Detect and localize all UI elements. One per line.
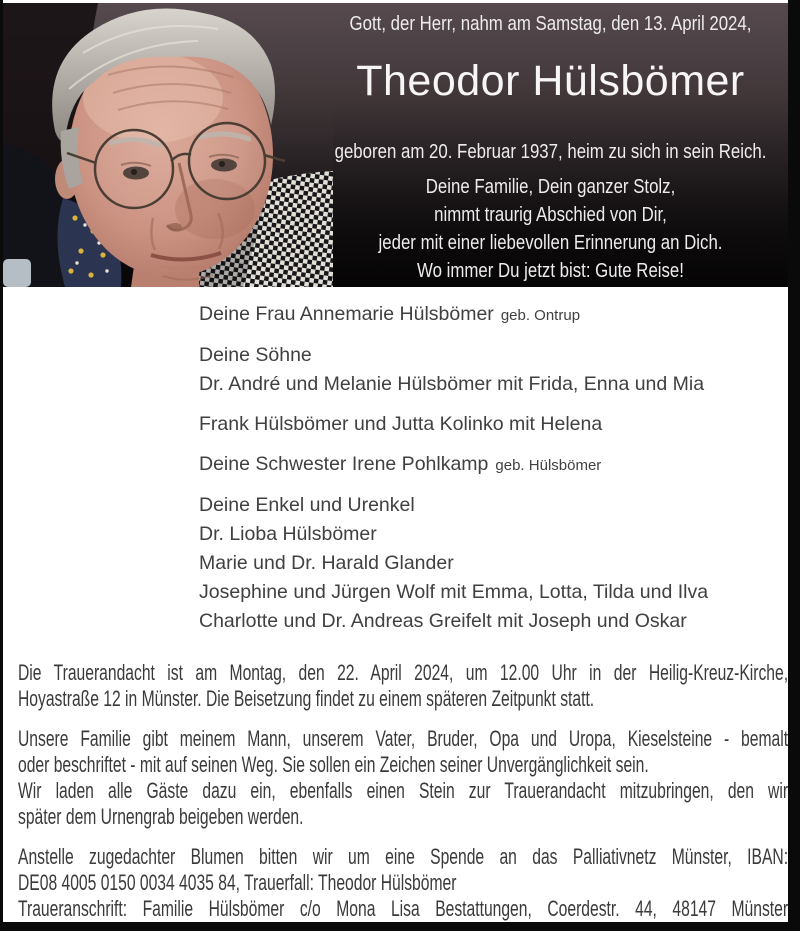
service-line: Die Trauerandacht ist am Montag, den 22. April 2024, um 12.00 Uhr in der Heilig-Kreuz-Kirche, [18, 660, 789, 685]
mourner-name: Dr. André und Melanie Hülsbömer mit Frida, Enna und Mia [199, 373, 705, 395]
photo-header-block [3, 3, 788, 287]
mourner-group [199, 341, 708, 399]
tribute-line: Deine Familie, Dein ganzer Stolz, [425, 176, 676, 198]
stones-line: Unsere Familie gibt meinem Mann, unserem Vater, Bruder, Opa und Uropa, Kieselsteine - bemalt [18, 726, 789, 751]
tribute-line: Wo immer Du jetzt bist: Gute Reise! [417, 260, 684, 282]
mourner-name: Deine Söhne [199, 344, 312, 366]
header-text-area [313, 3, 788, 285]
mourner-line [199, 578, 708, 607]
donation-paragraph [18, 844, 788, 922]
mourner-line [199, 491, 708, 520]
stones-line: Wir laden alle Gäste dazu ein, ebenfalls einen Stein zur Trauerandacht mitzubringen, den wir [18, 778, 789, 803]
birth-date-line: geboren am 20. Februar 1937, heim zu sich in sein Reich. [334, 141, 767, 163]
mourner-line [199, 607, 708, 636]
mourner-name: Dr. Lioba Hülsbömer [199, 523, 377, 545]
service-line: Hoyastraße 12 in Münster. Die Beisetzung findet zu einem späteren Zeitpunkt statt. [18, 686, 595, 711]
donation-line: DE08 4005 0150 0034 4035 84, Trauerfall: Theodor Hülsbömer [18, 870, 457, 895]
mourner-line [199, 370, 708, 399]
portrait-photo [3, 3, 333, 287]
mourner-group [199, 491, 708, 636]
maiden-name: geb. Hülsbömer [495, 457, 602, 474]
mourner-name: Charlotte und Dr. Andreas Greifelt mit Joseph und Oskar [199, 610, 687, 632]
mourner-name: Frank Hülsbömer und Jutta Kolinko mit Helena [199, 413, 603, 435]
mourner-group [199, 300, 708, 330]
mourner-line [199, 520, 708, 549]
stones-paragraph [18, 726, 788, 830]
tribute-line: jeder mit einer liebevollen Erinnerung an Dich. [378, 232, 723, 254]
mourner-group [199, 450, 708, 480]
mourner-line [199, 341, 708, 370]
mourner-line [199, 450, 708, 480]
donation-line: Anstelle zugedachter Blumen bitten wir um eine Spende an das Palliativnetz Münster, IBAN: [18, 844, 789, 869]
stones-line: oder beschriftet - mit auf seinen Weg. Sie sollen ein Zeichen seiner Unvergänglichkeit sein. [18, 752, 649, 777]
mourner-name: Deine Enkel und Urenkel [199, 494, 415, 516]
mourner-name: Deine Schwester Irene Pohlkamp [199, 453, 489, 475]
donation-line: Traueranschrift: Familie Hülsbömer c/o Mona Lisa Bestattungen, Coerdestr. 44, 48147 Münster [18, 896, 789, 921]
mourner-line [199, 300, 708, 330]
stones-line: später dem Urnengrab beigeben werden. [18, 804, 304, 829]
mourner-group [199, 410, 708, 439]
maiden-name: geb. Ontrup [500, 307, 581, 324]
mourner-name: Marie und Dr. Harald Glander [199, 552, 454, 574]
tribute-verse [313, 173, 788, 285]
death-date-line: Gott, der Herr, nahm am Samstag, den 13. April 2024, [349, 13, 752, 35]
service-paragraph [18, 660, 788, 712]
mourners-list [199, 300, 708, 647]
deceased-name: Theodor Hülsbömer [356, 57, 745, 105]
mourner-name: Deine Frau Annemarie Hülsbömer [199, 303, 494, 325]
frame-edge-right [788, 0, 800, 931]
details-section [18, 660, 788, 931]
tribute-line: nimmt traurig Abschied von Dir, [434, 204, 667, 226]
mourner-line [199, 410, 708, 439]
mourner-name: Josephine und Jürgen Wolf mit Emma, Lotta, Tilda und Ilva [199, 581, 709, 603]
mourner-line [199, 549, 708, 578]
